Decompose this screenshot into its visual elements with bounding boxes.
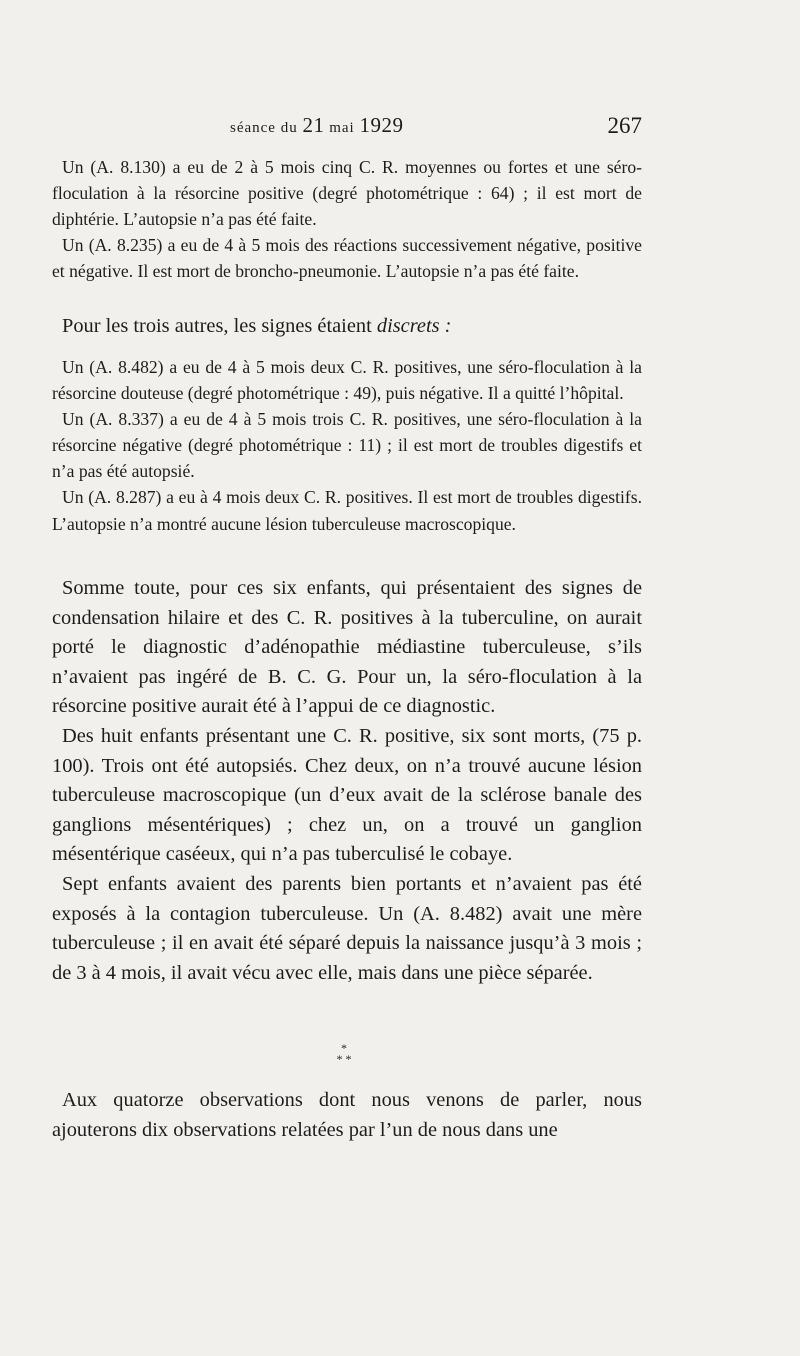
page-number: 267 <box>607 113 642 138</box>
body-paragraph: Aux quatorze observations dont nous venons de parler, nous ajouterons dix observations relatées par l’un de nous dans une <box>52 1089 642 1141</box>
body-paragraph: Des huit enfants présentant une C. R. positive, six sont morts, (75 p. 100). Trois ont été autopsiés. Chez deux, on n’a trouvé aucune lésion tuberculeuse macroscopique (un d’eux avait de la sclérose banale des ganglions mésentériques) ; chez un, on a trouvé un ganglion mésentérique caséeux, qui n’a pas tuberculisé le cobaye. <box>52 724 642 866</box>
case-paragraph: Un (A. 8.337) a eu de 4 à 5 mois trois C. R. positives, une séro-floculation à la résorcine négative (degré photométrique : 11) ; il est mort de troubles digestifs et n’a pas été autopsié. <box>52 409 642 482</box>
case-paragraph: Un (A. 8.235) a eu de 4 à 5 mois des réactions successivement négative, positive et négative. Il est mort de broncho-pneumonie. L’autopsie n’a pas été faite. <box>52 235 642 282</box>
paragraph-group-conclusion <box>52 1086 642 1145</box>
running-title <box>230 113 530 138</box>
running-title-year: 1929 <box>359 113 404 137</box>
intro-italic: discrets : <box>376 315 452 337</box>
section-separator <box>324 1043 364 1073</box>
case-paragraph: Un (A. 8.482) a eu de 4 à 5 mois deux C. R. positives, une séro-floculation à la résorcine douteuse (degré photométrique : 49), puis négative. Il a quitté l’hôpital. <box>52 357 642 404</box>
page-header <box>52 113 642 145</box>
paragraph-group-discussion <box>52 574 642 988</box>
body-paragraph: Sept enfants avaient des parents bien portants et n’avaient pas été exposés à la contagion tuberculeuse. Un (A. 8.482) avait une mère tuberculeuse ; il en avait été séparé depuis la naissance jusqu’à 3 mois ; de 3 à 4 mois, il avait vécu avec elle, mais dans une pièce séparée. <box>52 872 642 984</box>
running-title-part: séance du <box>230 120 303 136</box>
intro-paragraph <box>52 312 642 342</box>
paragraph-group-cases-positive <box>52 154 642 284</box>
running-title-day: 21 <box>302 113 325 137</box>
case-paragraph: Un (A. 8.287) a eu à 4 mois deux C. R. positives. Il est mort de troubles digestifs. L’autopsie n’a montré aucune lésion tuberculeuse macroscopique. <box>52 487 642 534</box>
case-paragraph: Un (A. 8.130) a eu de 2 à 5 mois cinq C. R. moyennes ou fortes et une séro-floculation à la résorcine positive (degré photométrique : 64) ; il est mort de diphtérie. L’autopsie n’a pas été faite. <box>52 157 642 230</box>
separator-stars-bottom: * * <box>336 1052 352 1066</box>
separator-star-top: * <box>341 1041 347 1055</box>
body-paragraph: Somme toute, pour ces six enfants, qui présentaient des signes de condensation hilaire et des C. R. positives à la tuberculine, on aurait porté le diagnostic d’adénopathie médiastine tuberculeuse, s’ils n’avaient pas ingéré de B. C. G. Pour un, la séro-floculation à la résorcine positive aurait été à l’appui de ce diagnostic. <box>52 577 642 718</box>
running-title-part: mai <box>324 120 360 136</box>
paragraph-group-cases-discrete <box>52 354 642 537</box>
intro-text: Pour les trois autres, les signes étaient <box>62 315 377 337</box>
section-intro <box>52 312 642 342</box>
